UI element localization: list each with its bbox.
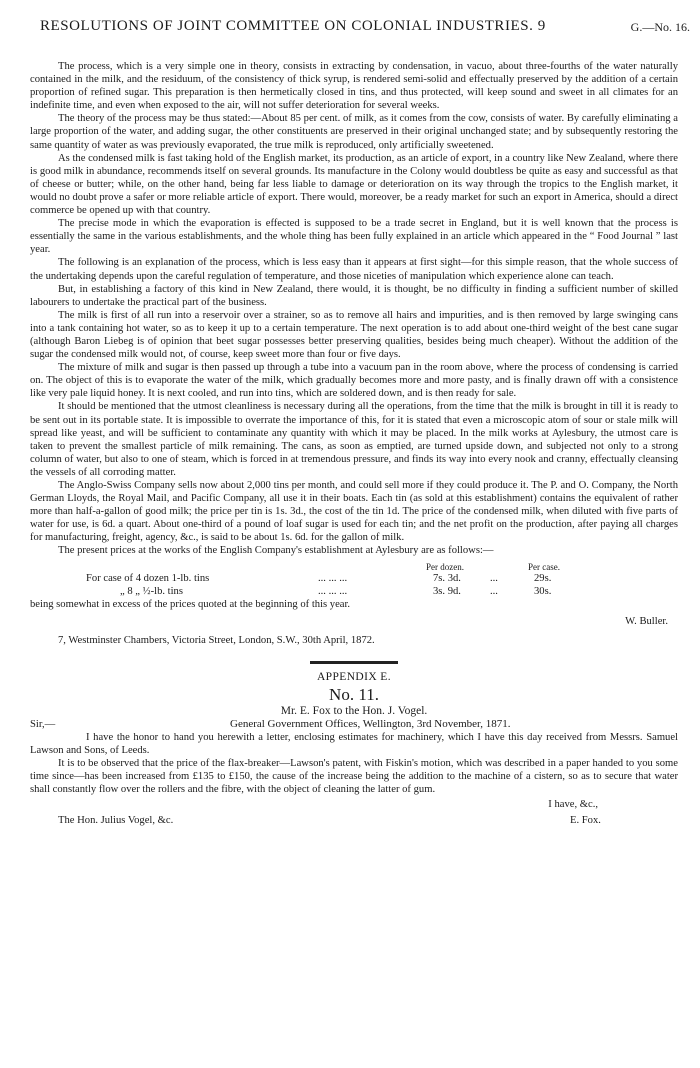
letter-footer — [30, 814, 678, 827]
document-code: G.—No. 16. — [630, 20, 690, 34]
paragraph: But, in establishing a factory of this kind in New Zealand, there would, it is thought, be no difficulty in finding a sufficient number of skilled labourers to undertake the practical part of the business. — [30, 283, 678, 308]
letter-signature: E. Fox. — [570, 814, 601, 826]
paragraph: The following is an explanation of the process, which is less easy than it appears at first sight—for this simple reason, that the whole success of the undertaking depends upon the careful regulation of temperature, and those niceties of manipulation which experience alone can teach. — [30, 257, 678, 282]
page-header — [30, 18, 690, 40]
letter-addressee: The Hon. Julius Vogel, &c. — [58, 814, 174, 826]
column-per-dozen: Per dozen. — [426, 561, 464, 572]
letter-from-to: Mr. E. Fox to the Hon. J. Vogel. — [280, 704, 428, 717]
price-per-dozen: 3s. 9d. — [433, 585, 461, 597]
report-signature: W. Buller. — [625, 615, 668, 627]
paragraph: The Anglo-Swiss Company sells now about 2,000 tins per month, and could sell more if they could produce it. The P. and O. Company, the North German Lloyds, the Royal Mail, and Pacific Company, all use it in their boats. Each tin (as sold at this establishment) contains the equivalent of rather more than half-a-gallon of good milk; the price per tin is 1s. 3d., the cost of the tin 1d. The price of the condensed milk, when diluted with five parts of water for use, is 6d. a quart. About one-third of a pound of loaf sugar is used for each tin; and the net profit on the production, after paying all charges for manufacturing, freight, agency, &c., is said to be about 1s. 6d. for the gallon of milk. — [30, 480, 678, 544]
paragraph: The mixture of milk and sugar is then passed up through a tube into a vacuum pan in the room above, where the process of condensing is carried on. The object of this is to evaporate the water of the milk, which gradually becomes more and more pasty, and is finally drawn off with a consistence like very pale liquid honey. It is next cooled, and run into tins, which are soldered down, and is then ready for sale. — [30, 362, 678, 400]
paragraph: The theory of the process may be thus stated:—About 85 per cent. of milk, as it comes from the cow, consists of water. By carefully eliminating a large proportion of the water, and adding sugar, the other constituents are preserved in their original unchanged state; and by subsequently restoring the same quantity of water as was previously evaporated, the true milk is reproduced, only artificially sweetened. — [30, 113, 678, 151]
letter-heading-line — [30, 718, 678, 731]
paragraph: The precise mode in which the evaporation is effected is supposed to be a trade secret in England, but it is well known that the process is essentially the same in the various establishments, and the whole thing has been fully explained in an article which appeared in the “ Food Journal ” last year. — [30, 218, 678, 256]
appendix-title: APPENDIX E. — [316, 670, 392, 683]
row-leaders: ... — [490, 572, 498, 584]
row-leaders: ... ... ... — [318, 585, 348, 597]
row-leaders: ... ... ... — [318, 572, 348, 584]
section-divider — [310, 661, 398, 664]
appendix-number: No. 11. — [329, 684, 379, 704]
paragraph: The present prices at the works of the English Company's establishment at Aylesbury are as follows:— — [58, 545, 494, 557]
after-table-text: being somewhat in excess of the prices quoted at the beginning of this year. — [30, 598, 351, 610]
price-per-case: 30s. — [534, 585, 552, 597]
place-date: General Government Offices, Wellington, 3rd November, 1871. — [230, 718, 511, 731]
row-label: „ 8 „ ½-lb. tins — [120, 585, 183, 597]
price-per-case: 29s. — [534, 572, 552, 584]
paragraph: As the condensed milk is fast taking hold of the English market, its production, as an article of export, in a country like New Zealand, where there is good milk in abundance, recommends itself on several grounds. Its manufacture in the Colony would doubtless be quite as easy and successful as that of cheese or butter; while, on the other hand, being far less liable to damage or deterioration on its way through the tropics to the English market, it would no doubt prove a safer or more reliable article of export. There would, moreover, be a ready market for such an export in America, should a direct commerce be opened up with that country. — [30, 152, 678, 217]
row-leaders: ... — [490, 585, 498, 597]
price-table-header — [30, 561, 678, 572]
row-label: For case of 4 dozen 1-lb. tins — [86, 572, 210, 584]
paragraph: The process, which is a very simple one in theory, consists in extracting by condensation, in vacuo, about three-fourths of the water naturally contained in the milk, and the residuum, of the consistency of thick syrup, is rendered semi-solid and effectually preserved by the addition of a certain proportion of refined sugar. This preparation is then hermetically closed in tins, and thus protected, will keep sound and sweet in all climates for an indefinite time, and even when exposed to the air, will not suffer deterioration for several weeks. — [30, 61, 678, 112]
letter-closing: I have, &c., — [548, 798, 598, 810]
letter-paragraph: I have the honor to hand you herewith a letter, enclosing estimates for machinery, which I have this day received from Messrs. Samuel Lawson and Sons, of Leeds. — [30, 732, 678, 757]
letter-paragraph: It is to be observed that the price of the flax-breaker—Lawson's patent, with Fiskin's motion, which was described in a paper handed to you some time since—has been increased from £135 to £150, the cause of the increase being the addition to the machine of a cistern, so as to secure that water shall constantly flow over the rollers and the fibre, with the object of cleaning the latter of gum. — [30, 758, 678, 796]
running-title: RESOLUTIONS OF JOINT COMMITTEE ON COLONIAL INDUSTRIES. 9 — [40, 18, 546, 34]
paragraph: The milk is first of all run into a reservoir over a strainer, so as to remove all hairs and impurities, and is then removed by large swinging cans into a tank containing hot water, so as to keep it up to a certain temperature. The next operation is to add about one-third weight of the best cane sugar (although Baron Liebeg is of opinion that beet sugar possesses better preserving qualities, besides being much cheaper). Without the addition of the sugar the condensed milk would not, of course, keep sweet more than four or five days. — [30, 309, 678, 361]
price-table — [30, 561, 678, 598]
report-body — [30, 60, 678, 558]
price-per-dozen: 7s. 3d. — [433, 572, 461, 584]
salutation: Sir,— — [30, 719, 56, 731]
price-row — [30, 572, 678, 585]
appendix-section — [30, 671, 678, 827]
column-per-case: Per case. — [528, 561, 560, 572]
paragraph: It should be mentioned that the utmost cleanliness is necessary during all the operations, from the time that the milk is brought in till it is ready to be sent out in its portable state. It is impossible to overrate the importance of this, for it is stated that even a microscopic atom of sour or stale milk will spread like yeast, and will be sufficient to contaminate any quantity with which it may be placed. In the milk works at Aylesbury, the utmost care is taken to prevent the smallest particle of milk remaining. The cans, as soon as emptied, are turned upside down, and subjected not only to a strong column of water, but also to one of steam, which is forced in at tremendous pressure, and finds its way into every nook and cranny, effectually cleansing the vessels of all corroding matter. — [30, 401, 678, 478]
price-row — [30, 585, 678, 598]
report-address: 7, Westminster Chambers, Victoria Street, London, S.W., 30th April, 1872. — [58, 634, 375, 646]
